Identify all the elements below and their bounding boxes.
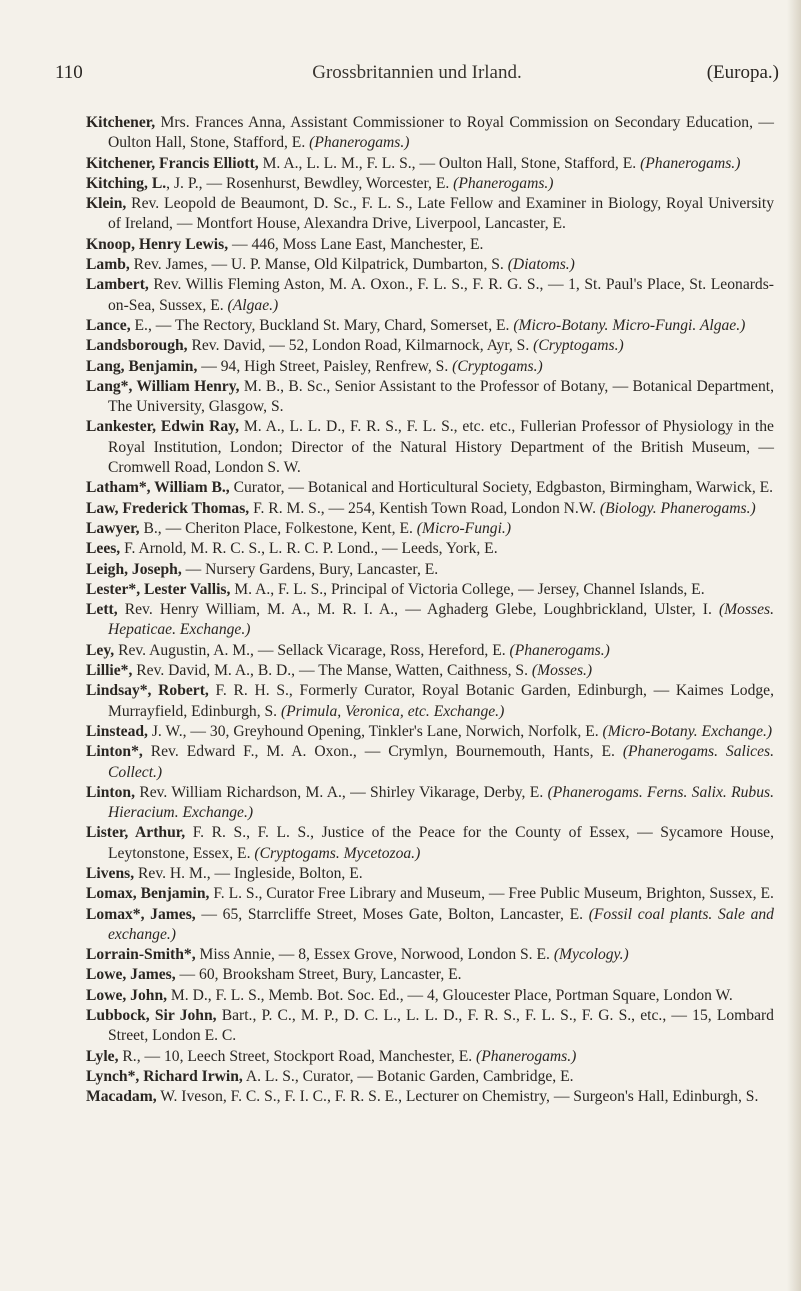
entry-details: Miss Annie, — 8, Essex Grove, Norwood, London S. E. [195, 946, 554, 964]
page-header [55, 62, 779, 86]
directory-entry [86, 986, 774, 1006]
entry-details: Mrs. Frances Anna, Assistant Commissioner to Royal Commission on Secondary Education, — Oulton Hall, Stone, Stafford, E. [108, 114, 774, 152]
entry-name: Lang*, William Henry, [86, 377, 240, 395]
entry-specialty: (Micro-Botany. Micro-Fungi. Algae.) [513, 316, 746, 334]
entry-name: Lomax, Benjamin, [86, 885, 210, 903]
directory-entry [86, 357, 774, 377]
entry-specialty: (Primula, Veronica, etc. Exchange.) [280, 702, 505, 720]
entry-specialty: (Cryptogams. Mycetozoa.) [254, 844, 421, 862]
entry-name: Lees, [86, 540, 121, 558]
entry-details: Rev. James, — U. P. Manse, Old Kilpatrick, Dumbarton, S. [129, 256, 508, 274]
entry-name: Lubbock, Sir John, [86, 1007, 217, 1025]
region-label: (Europa.) [706, 62, 779, 83]
page-number: 110 [55, 62, 83, 83]
entry-details: M. B., B. Sc., Senior Assistant to the Professor of Botany, — Botanical Department, The University, Glasgow, S. [108, 377, 774, 416]
entry-name: Lister, Arthur, [86, 824, 186, 842]
directory-entry [86, 884, 774, 904]
directory-entry [86, 722, 774, 742]
entry-details: Rev. David, — 52, London Road, Kilmarnock, Ayr, S. [187, 337, 534, 355]
entry-name: Lindsay*, Robert, [86, 682, 209, 700]
directory-entry [86, 174, 774, 194]
entry-details: R., — 10, Leech Street, Stockport Road, Manchester, E. [118, 1047, 477, 1065]
entry-specialty: (Phanerogams.) [640, 154, 741, 172]
entry-specialty: (Phanerogams.) [476, 1047, 577, 1065]
entry-details: — Nursery Gardens, Bury, Lancaster, E. [181, 560, 439, 578]
directory-entry [86, 823, 774, 864]
directory-entry [86, 1087, 774, 1107]
directory-entry [86, 1067, 774, 1087]
entry-name: Knoop, Henry Lewis, [86, 235, 229, 253]
entry-details: Rev. Leopold de Beaumont, D. Sc., F. L. S., Late Fellow and Examiner in Biology, Royal University of Ireland, — Montfort House, Alexandra Drive, Liverpool, Lancaster, E. [108, 195, 774, 233]
entry-specialty: (Algae.) [227, 296, 279, 314]
entry-name: Lynch*, Richard Irwin, [86, 1067, 243, 1085]
entry-name: Linstead, [86, 722, 148, 740]
entry-details: F. R. S., F. L. S., Justice of the Peace for the County of Essex, — Sycamore House, Leytonstone, Essex, E. [108, 824, 774, 862]
entry-details: Rev. Augustin, A. M., — Sellack Vicarage, Ross, Hereford, E. [114, 641, 510, 659]
entry-name: Lamb, [86, 256, 130, 274]
entry-name: Lowe, James, [86, 966, 176, 984]
entry-name: Kitching, L. [86, 174, 167, 192]
entry-specialty: (Cryptogams.) [533, 337, 624, 355]
entry-specialty: (Mosses.) [531, 662, 593, 680]
directory-entry [86, 661, 774, 681]
entry-name: Lomax*, James, [86, 905, 196, 923]
entry-specialty: (Phanerogams. Ferns. Salix. Rubus. Hieracium. Exchange.) [108, 783, 774, 822]
entry-details: Curator, — Botanical and Horticultural Society, Edgbaston, Birmingham, Warwick, E. [229, 479, 774, 497]
directory-entry [86, 965, 774, 985]
entry-name: Lawyer, [86, 519, 140, 537]
entry-name: Lance, [86, 316, 131, 334]
entry-details: M. A., L. L. M., F. L. S., — Oulton Hall, Stone, Stafford, E. [258, 154, 641, 172]
entry-specialty: (Micro-Botany. Exchange.) [602, 722, 773, 740]
directory-entry [86, 641, 774, 661]
entry-name: Ley, [86, 641, 115, 659]
entry-name: Lett, [86, 601, 118, 619]
entry-details: — 94, High Street, Paisley, Renfrew, S. [197, 357, 453, 375]
entry-details: Bart., P. C., M. P., D. C. L., L. L. D., F. R. S., F. L. S., F. G. S., etc., — 15, Lombard Street, London E. C. [108, 1007, 774, 1045]
entry-name: Lambert, [86, 276, 149, 294]
entry-details: — 65, Starrcliffe Street, Moses Gate, Bolton, Lancaster, E. [195, 905, 589, 923]
entry-specialty: (Phanerogams.) [509, 641, 610, 659]
directory-entry [86, 377, 774, 418]
directory-entry [86, 194, 774, 235]
entry-details: Rev. Henry William, M. A., M. R. I. A., — Aghaderg Glebe, Loughbrickland, Ulster, I. [117, 601, 719, 619]
entry-name: Macadam, [86, 1088, 157, 1106]
entry-details: Rev. William Richardson, M. A., — Shirley Vikarage, Derby, E. [134, 783, 548, 801]
directory-entry [86, 478, 774, 498]
directory-entry [86, 539, 774, 559]
directory-entry [86, 681, 774, 722]
entry-name: Lankester, Edwin Ray, [86, 418, 239, 436]
entry-name: Leigh, Joseph, [86, 560, 182, 578]
entry-name: Linton, [86, 783, 135, 801]
entry-details: F. Arnold, M. R. C. S., L. R. C. P. Lond., — Leeds, York, E. [120, 540, 498, 558]
directory-entry [86, 154, 774, 174]
entry-details: — 446, Moss Lane East, Manchester, E. [228, 235, 484, 253]
entry-name: Latham*, William B., [86, 479, 230, 497]
directory-entry [86, 275, 774, 316]
entry-details: M. A., F. L. S., Principal of Victoria College, — Jersey, Channel Islands, E. [230, 580, 705, 598]
entry-name: Lorrain-Smith*, [86, 946, 196, 964]
entry-specialty: (Biology. Phanerogams.) [599, 499, 756, 517]
entry-name: Lowe, John, [86, 986, 168, 1004]
entry-specialty: (Mosses. Hepaticae. Exchange.) [108, 601, 774, 639]
directory-entry [86, 316, 774, 336]
page-edge-shadow [787, 0, 801, 1291]
entry-details: F. R. M. S., — 254, Kentish Town Road, London N.W. [249, 499, 600, 517]
entry-specialty: (Diatoms.) [507, 256, 575, 274]
entry-details: Rev. H. M., — Ingleside, Bolton, E. [134, 864, 363, 882]
entry-name: Lang, Benjamin, [86, 357, 198, 375]
directory-entry [86, 783, 774, 824]
entry-details: F. L. S., Curator Free Library and Museum, — Free Public Museum, Brighton, Sussex, E. [209, 885, 774, 903]
entry-name: Livens, [86, 864, 135, 882]
entry-name: Landsborough, [86, 337, 188, 355]
entry-details: , J. P., — Rosenhurst, Bewdley, Worcester, E. [166, 174, 454, 192]
directory-entry [86, 600, 774, 641]
directory-entry [86, 255, 774, 275]
directory-entry [86, 580, 774, 600]
entry-specialty: (Phanerogams. Salices. Collect.) [108, 743, 774, 781]
entry-details: Rev. Edward F., M. A. Oxon., — Crymlyn, Bournemouth, Hants, E. [142, 743, 623, 761]
directory-entry [86, 1006, 774, 1047]
directory-entry [86, 560, 774, 580]
entry-details: F. R. H. S., Formerly Curator, Royal Botanic Garden, Edinburgh, — Kaimes Lodge, Murrayfield, Edinburgh, S. [108, 682, 774, 720]
entry-specialty: (Micro-Fungi.) [416, 519, 512, 537]
entry-details: Rev. Willis Fleming Aston, M. A. Oxon., F. L. S., F. R. G. S., — 1, St. Paul's Place, St. Leonards-on-Sea, Sussex, E. [108, 276, 774, 314]
entry-details: E., — The Rectory, Buckland St. Mary, Chard, Somerset, E. [130, 316, 514, 334]
directory-entry [86, 1047, 774, 1067]
entry-specialty: (Fossil coal plants. Sale and exchange.) [108, 905, 774, 943]
running-title: Grossbritannien und Irland. [312, 62, 522, 83]
entry-specialty: (Mycology.) [553, 946, 629, 964]
directory-entry [86, 864, 774, 884]
entry-name: Kitchener, Francis Elliott, [86, 154, 259, 172]
directory-entry [86, 113, 774, 154]
directory-entry [86, 905, 774, 946]
directory-entry [86, 945, 774, 965]
entry-details: M. A., L. L. D., F. R. S., F. L. S., etc. etc., Fullerian Professor of Physiology in the Royal Institution, London; Director of the Natural History Department of the British Museum, — Cromwell Road, London S. W. [108, 418, 774, 477]
directory-entries [86, 113, 774, 1108]
directory-entry [86, 742, 774, 783]
entry-name: Linton*, [86, 743, 143, 761]
entry-name: Lillie*, [86, 662, 133, 680]
directory-entry [86, 235, 774, 255]
directory-entry [86, 336, 774, 356]
entry-name: Lyle, [86, 1047, 119, 1065]
entry-specialty: (Cryptogams.) [452, 357, 543, 375]
entry-name: Law, Frederick Thomas, [86, 499, 250, 517]
entry-name: Lester*, Lester Vallis, [86, 580, 231, 598]
entry-details: A. L. S., Curator, — Botanic Garden, Cambridge, E. [242, 1067, 574, 1085]
entry-specialty: (Phanerogams.) [309, 134, 410, 152]
entry-details: J. W., — 30, Greyhound Opening, Tinkler's Lane, Norwich, Norfolk, E. [147, 722, 603, 740]
entry-specialty: (Phanerogams.) [453, 174, 554, 192]
entry-details: — 60, Brooksham Street, Bury, Lancaster, E. [175, 966, 462, 984]
directory-entry [86, 417, 774, 478]
entry-details: W. Iveson, F. C. S., F. I. C., F. R. S. E., Lecturer on Chemistry, — Surgeon's Hall, Edinburgh, S. [156, 1088, 759, 1106]
entry-name: Kitchener, [86, 114, 156, 131]
directory-entry [86, 499, 774, 519]
entry-details: M. D., F. L. S., Memb. Bot. Soc. Ed., — 4, Gloucester Place, Portman Square, London W. [167, 986, 733, 1004]
entry-details: Rev. David, M. A., B. D., — The Manse, Watten, Caithness, S. [132, 662, 532, 680]
entry-details: B., — Cheriton Place, Folkestone, Kent, E. [139, 519, 417, 537]
directory-entry [86, 519, 774, 539]
entry-name: Klein, [86, 195, 127, 213]
